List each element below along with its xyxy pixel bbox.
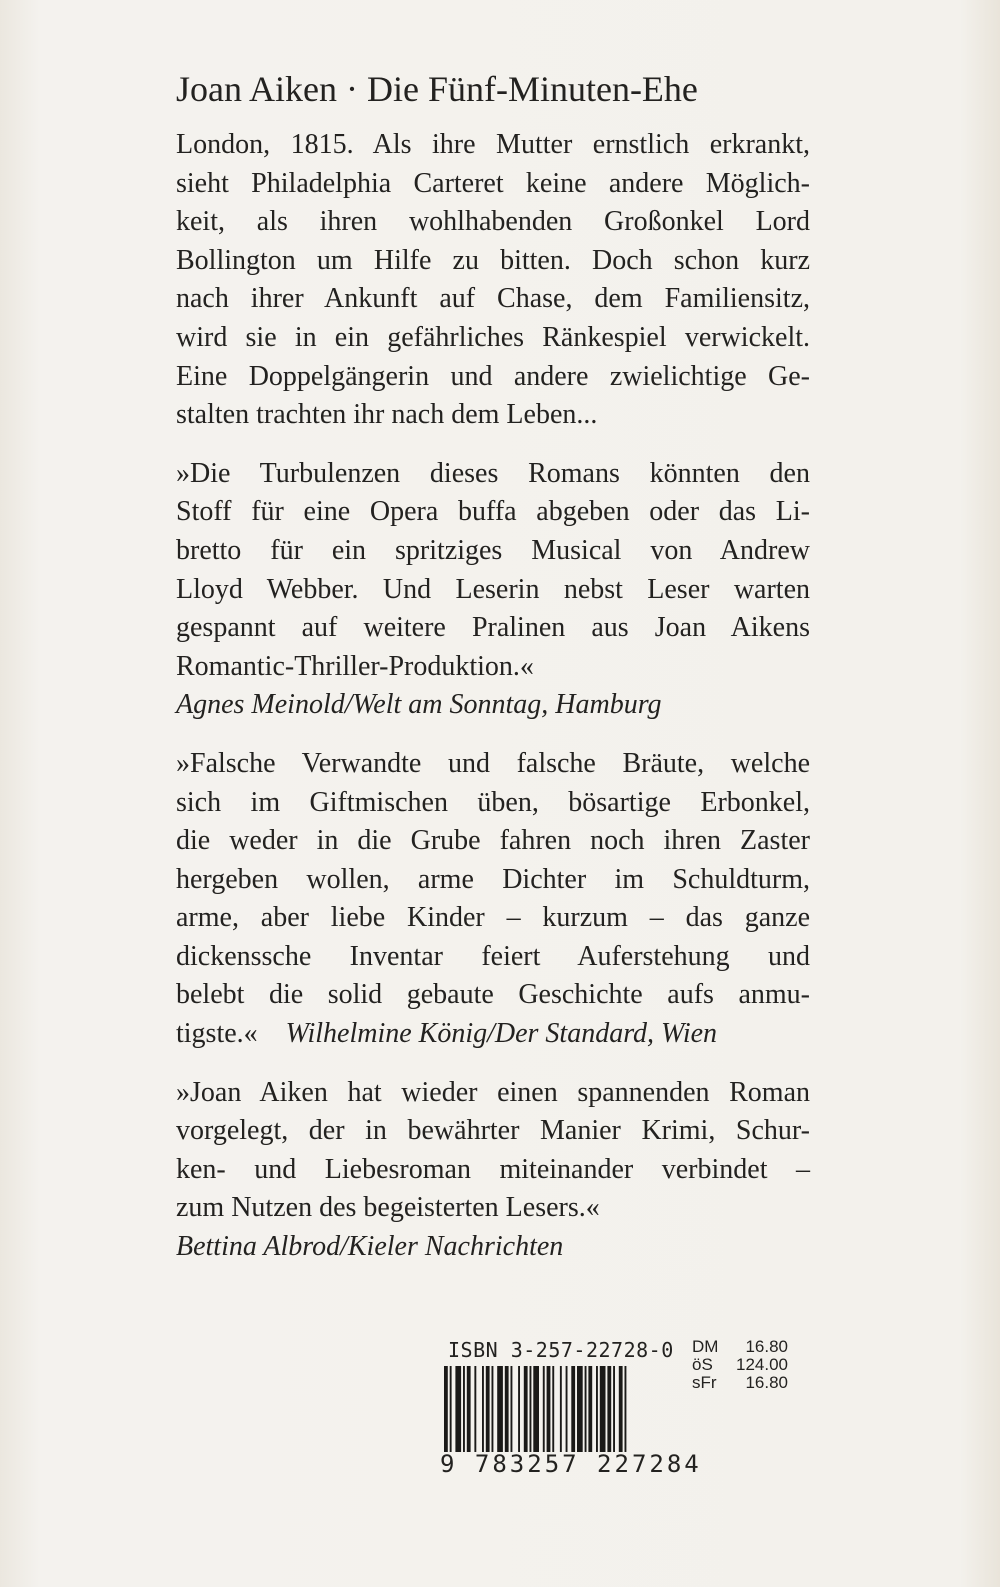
review-line: Lloyd Webber. Und Leserin nebst Leser warten <box>176 573 810 605</box>
barcode-icon <box>440 1366 680 1452</box>
review-line: die weder in die Grube fahren noch ihren Zaster <box>176 825 810 857</box>
price-row <box>692 1338 788 1356</box>
review-line: hergeben wollen, arme Dichter im Schuldturm, <box>176 863 810 895</box>
review-line: ken- und Liebesroman miteinander verbindet – <box>176 1153 810 1185</box>
review-line: dickenssche Inventar feiert Auferstehung und <box>176 940 810 972</box>
review-3 <box>176 1074 810 1267</box>
price-row <box>692 1356 788 1374</box>
review-line: vorgelegt, der in bewährter Manier Krimi, Schur- <box>176 1115 810 1147</box>
review-line: zum Nutzen des begeisterten Lesers.« <box>176 1192 600 1224</box>
blurb-line: sieht Philadelphia Carteret keine andere Möglich- <box>176 167 810 199</box>
price-currency: sFr <box>692 1373 717 1392</box>
review-line: sich im Giftmischen üben, bösartige Erbonkel, <box>176 786 810 818</box>
review-line: Romantic-Thriller-Produktion.« <box>176 650 534 682</box>
blurb <box>176 126 810 435</box>
review-line: bretto für ein spritziges Musical von Andrew <box>176 534 810 566</box>
price-amount: 16.80 <box>745 1337 788 1356</box>
review-line: »Joan Aiken hat wieder einen spannenden Roman <box>176 1076 810 1108</box>
review-2 <box>176 745 810 1054</box>
blurb-line: wird sie in ein gefährliches Ränkespiel verwickelt. <box>176 321 810 353</box>
review-source: Agnes Meinold/Welt am Sonntag, Hamburg <box>176 689 662 721</box>
review-line: »Die Turbulenzen dieses Romans könnten den <box>176 457 810 489</box>
price-currency: DM <box>692 1337 719 1356</box>
review-line: arme, aber liebe Kinder – kurzum – das ganze <box>176 902 810 934</box>
text-column <box>176 66 810 1287</box>
isbn: ISBN 3-257-22728-0 <box>448 1338 674 1362</box>
price-row <box>692 1374 788 1392</box>
review-line: »Falsche Verwandte und falsche Bräute, welche <box>176 747 810 779</box>
price-amount: 124.00 <box>736 1355 788 1374</box>
blurb-line: Eine Doppelgängerin und andere zwielichtige Ge- <box>176 360 810 392</box>
barcode-block <box>440 1338 810 1478</box>
review-source: Bettina Albrod/Kieler Nachrichten <box>176 1231 564 1263</box>
review-line: Stoff für eine Opera buffa abgeben oder das Li- <box>176 496 810 528</box>
price-amount: 16.80 <box>745 1373 788 1392</box>
barcode-number: 9 783257 227284 <box>440 1450 702 1478</box>
blurb-line: stalten trachten ihr nach dem Leben... <box>176 399 598 431</box>
book-title: Joan Aiken · Die Fünf-Minuten-Ehe <box>176 69 698 109</box>
price-list <box>692 1338 788 1392</box>
review-last-line <box>176 1015 810 1054</box>
blurb-line: Bollington um Hilfe zu bitten. Doch schon kurz <box>176 244 810 276</box>
blurb-line: nach ihrer Ankunft auf Chase, dem Familiensitz, <box>176 283 810 315</box>
price-currency: öS <box>692 1355 713 1374</box>
blurb-line: London, 1815. Als ihre Mutter ernstlich erkrankt, <box>176 129 810 160</box>
review-line: gespannt auf weitere Pralinen aus Joan Aikens <box>176 612 810 644</box>
review-line: tigste.« <box>176 1018 258 1050</box>
review-1 <box>176 455 810 725</box>
review-source: Wilhelmine König/Der Standard, Wien <box>285 1018 718 1050</box>
blurb-line: keit, als ihren wohlhabenden Großonkel Lord <box>176 206 810 238</box>
review-line: belebt die solid gebaute Geschichte aufs anmu- <box>176 979 810 1011</box>
